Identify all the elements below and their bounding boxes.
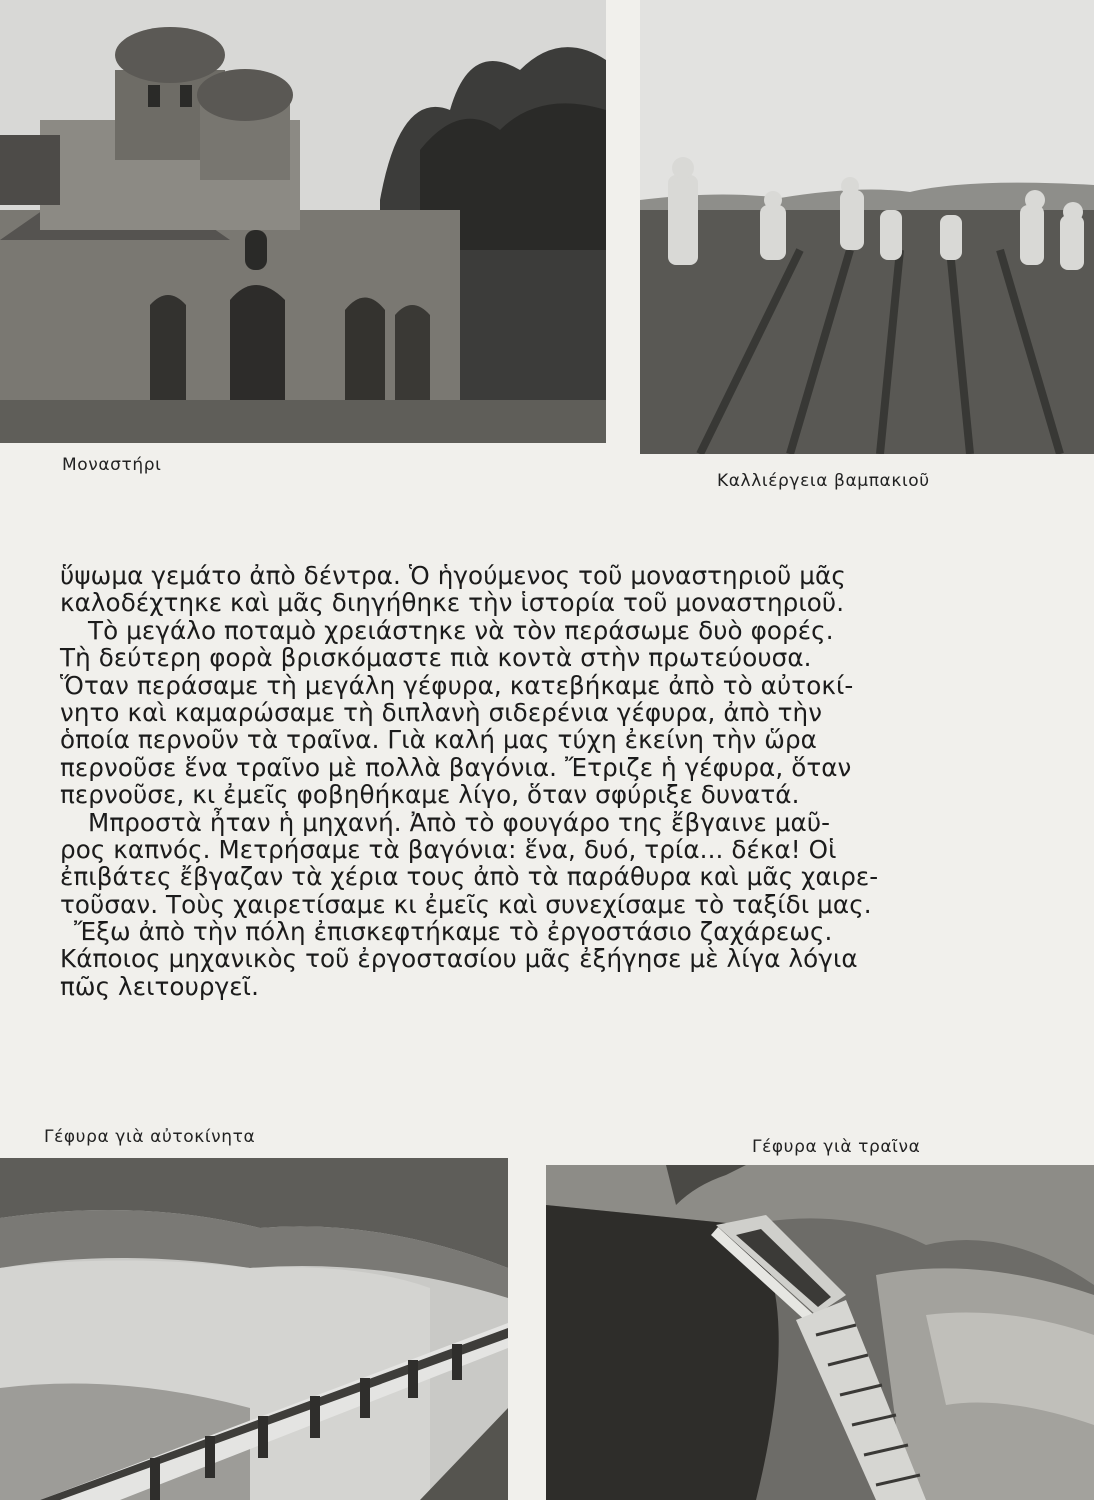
text-line: Τὸ μεγάλο ποταμὸ χρειάστηκε νὰ τὸν περάσωμε δυὸ φορές.: [88, 615, 834, 645]
bleed-through-text: [60, 535, 66, 556]
text-line: περνοῦσε, κι ἐμεῖς φοβηθήκαμε λίγο, ὅταν σφύριξε δυνατά.: [60, 780, 800, 810]
text-line: ὁποία περνοῦν τὰ τραῖνα. Γιὰ καλή μας τύχη ἐκείνη τὴν ὥρα: [60, 725, 817, 755]
body-text: [60, 562, 960, 1000]
text-line: Ἔξω ἀπὸ τὴν πόλη ἐπισκεφτήκαμε τὸ ἐργοστάσιο ζαχάρεως.: [74, 917, 833, 947]
cotton-field-caption: Καλλιέργεια βαμπακιοῦ: [717, 471, 930, 491]
text-line: Ὅταν περάσαμε τὴ μεγάλη γέφυρα, κατεβήκαμε ἀπὸ τὸ αὐτοκί-: [60, 670, 854, 700]
train-bridge-caption: Γέφυρα γιὰ τραῖνα: [752, 1137, 921, 1157]
car-bridge-caption: Γέφυρα γιὰ αὐτοκίνητα: [44, 1127, 256, 1147]
text-line: Μπροστὰ ἦταν ἡ μηχανή. Ἀπὸ τὸ φουγάρο της ἔβγαινε μαῦ-: [88, 807, 831, 837]
text-line: Τὴ δεύτερη φορὰ βρισκόμαστε πιὰ κοντὰ στὴν πρωτεύουσα.: [60, 643, 812, 673]
cotton-field-photo: [640, 0, 1094, 454]
text-line: πῶς λειτουργεῖ.: [60, 971, 260, 1001]
text-line: ἐπιβάτες ἔβγαζαν τὰ χέρια τους ἀπὸ τὰ παράθυρα καὶ μᾶς χαιρε-: [60, 862, 879, 892]
text-line: ὕψωμα γεμάτο ἀπὸ δέντρα. Ὁ ἡγούμενος τοῦ μοναστηριοῦ μᾶς: [60, 561, 846, 590]
monastery-caption: Μοναστήρι: [62, 455, 162, 475]
train-bridge-photo: [546, 1165, 1094, 1500]
monastery-photo: [0, 0, 606, 443]
text-line: Κάποιος μηχανικὸς τοῦ ἐργοστασίου μᾶς ἐξήγησε μὲ λίγα λόγια: [60, 944, 858, 974]
text-line: περνοῦσε ἕνα τραῖνο μὲ πολλὰ βαγόνια. Ἔτριζε ἡ γέφυρα, ὅταν: [60, 752, 852, 782]
text-line: νητο καὶ καμαρώσαμε τὴ διπλανὴ σιδερένια γέφυρα, ἀπὸ τὴν: [60, 697, 823, 727]
text-line: τοῦσαν. Τοὺς χαιρετίσαμε κι ἐμεῖς καὶ συνεχίσαμε τὸ ταξίδι μας.: [60, 889, 872, 919]
car-bridge-photo: [0, 1158, 508, 1500]
text-line: καλοδέχτηκε καὶ μᾶς διηγήθηκε τὴν ἱστορία τοῦ μοναστηριοῦ.: [60, 588, 845, 618]
text-line: ρος καπνός. Μετρήσαμε τὰ βαγόνια: ἕνα, δυό, τρία... δέκα! Οἱ: [60, 834, 837, 864]
